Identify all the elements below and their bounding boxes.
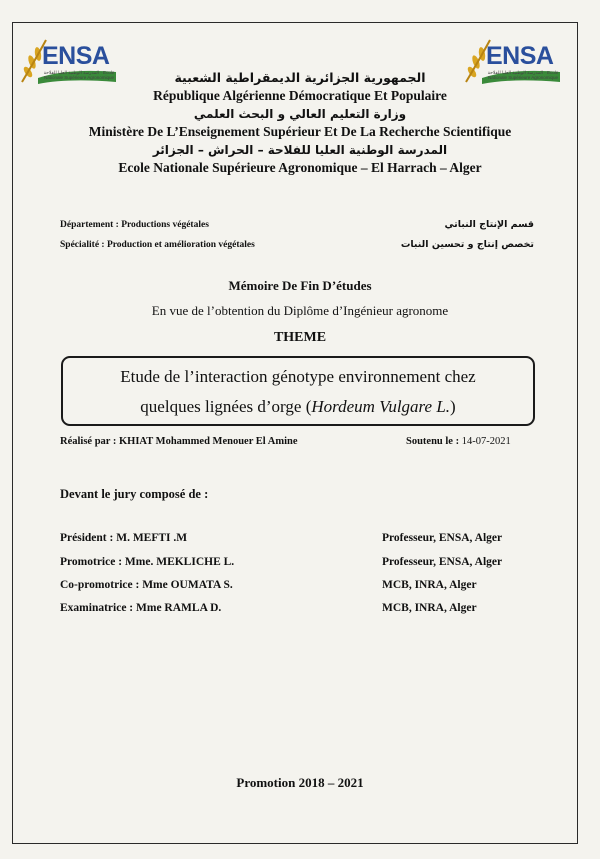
jury-role: Co-promotrice : [60,579,143,591]
jury-role: Examinatrice : [60,602,137,614]
jury-name: M. MEFTI .M [116,532,188,544]
defense-date: 14-07-2021 [461,436,511,447]
speciality-ar: تخصص إنتاج و تحسين النبات [400,239,534,250]
memoire-title: Mémoire De Fin D’études [228,278,372,293]
header-arabic-republic: الجمهورية الجزائرية الديمقراطية الشعبية [174,70,426,85]
header-french-ministry: Ministère De L’Enseignement Supérieur Et De La Recherche Scientifique [88,124,512,139]
header-french-school: Ecole Nationale Supérieure Agronomique – El Harrach – Alger [118,160,482,175]
theme-line-1: Etude de l’interaction génotype environnement chez [120,367,476,386]
logo-text: ENSA [486,42,554,70]
jury-member-title: Professeur, ENSA, Alger [382,556,503,568]
jury-member-role-name [60,532,187,544]
memoire-subtitle: En vue de l’obtention du Diplôme d’Ingénieur agronome [151,303,449,318]
theme-line-2 [63,392,533,422]
jury-member-title: MCB, INRA, Alger [382,579,477,591]
species-name: Hordeum Vulgare L. [311,397,451,416]
promotion: Promotion 2018 – 2021 [236,775,364,790]
jury-member-role-name [60,602,221,614]
author-label: Réalisé par : [60,436,120,447]
jury-member-title: Professeur, ENSA, Alger [382,532,503,544]
author-line [60,436,298,447]
header-french-republic: République Algérienne Démocratique Et Populaire [153,88,447,103]
header-arabic-ministry: وزارة التعليم العالي و البحث العلمي [193,107,407,121]
speciality-fr: Spécialité : Production et amélioration végétales [60,240,255,250]
theme-label: THEME [273,330,327,345]
department-fr: Département : Productions végétales [60,220,209,230]
defense-line [406,436,511,447]
logo-subtitle: المدرسة الوطنية العليا للفلاحة · Ecole Nationale Supérieure Agronomique [487,70,559,80]
department-ar: قسم الإنتاج النباتي [444,219,534,230]
jury-name: Mme RAMLA D. [136,602,222,614]
jury-member-role-name [60,556,234,568]
jury-role: Promotrice : [60,556,125,568]
jury-member-role-name [60,579,233,591]
logo-text: ENSA [42,42,110,70]
jury-name: Mme OUMATA S. [142,579,233,591]
author-name: KHIAT Mohammed Menouer El Amine [119,436,298,447]
theme-line-2-prefix: quelques lignées d’orge ( [140,397,312,416]
theme-line-2-suffix: ) [450,397,456,416]
header-arabic-school: المدرسة الوطنية العليا للفلاحة – الحراش – الجزائر [152,143,448,157]
jury-member-title: MCB, INRA, Alger [382,602,477,614]
logo-subtitle: المدرسة الوطنية العليا للفلاحة · Ecole Nationale Supérieure Agronomique [43,70,115,80]
jury-role: Président : [60,532,117,544]
jury-heading: Devant le jury composé de : [60,487,209,501]
theme-box [61,356,535,426]
defense-label: Soutenu le : [406,436,462,447]
jury-name: Mme. MEKLICHE L. [124,556,235,568]
